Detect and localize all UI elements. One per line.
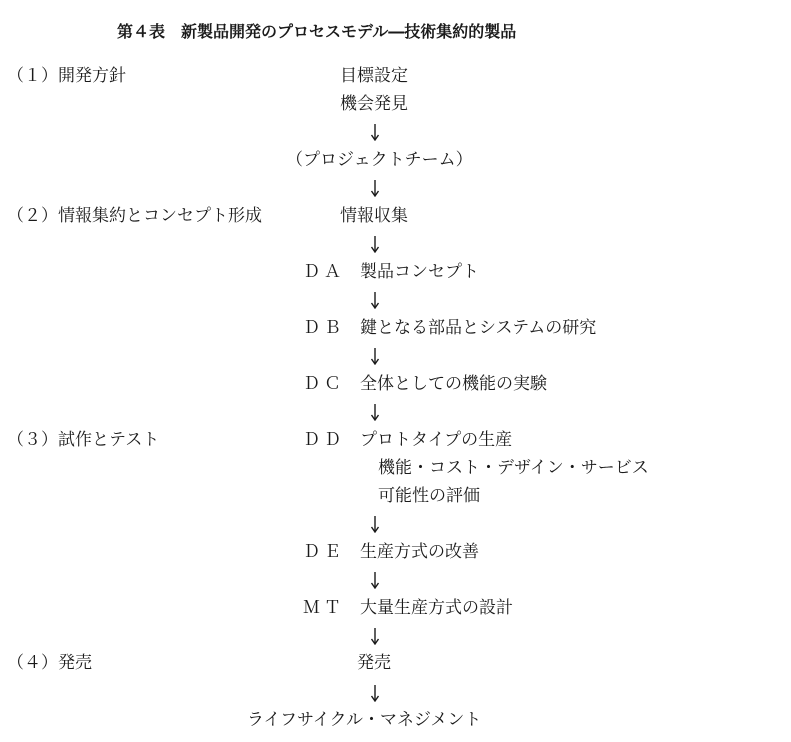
step-dc-text: 全体としての機能の実験 [360,374,547,394]
step-de-text: 生産方式の改善 [360,542,479,562]
down-arrow-icon [369,627,381,645]
phase-1-label: （１）開発方針 [7,66,126,86]
goal-setting: 目標設定 [340,66,408,86]
phase-4-label: （４）発売 [7,653,92,673]
down-arrow-icon [369,235,381,253]
step-de-code: ＤＥ [303,542,345,562]
step-dd-sub2: 可能性の評価 [378,486,480,506]
project-team: （プロジェクトチーム） [286,150,473,170]
phase-2-label: （２）情報集約とコンセプト形成 [7,206,262,226]
step-dd-sub1: 機能・コスト・デザイン・サービス [378,458,649,478]
opportunity-discovery: 機会発見 [340,94,408,114]
phase-3-label: （３）試作とテスト [7,430,160,450]
step-db-code: ＤＢ [303,318,345,338]
down-arrow-icon [369,123,381,141]
step-dd-text: プロトタイプの生産 [360,430,513,450]
down-arrow-icon [369,684,381,702]
down-arrow-icon [369,515,381,533]
step-db-text: 鍵となる部品とシステムの研究 [360,318,597,338]
table-title: 第４表 新製品開発のプロセスモデル―技術集約的製品 [117,22,517,41]
step-mt-code: ＭＴ [303,598,345,618]
down-arrow-icon [369,179,381,197]
down-arrow-icon [369,291,381,309]
lifecycle-management: ライフサイクル・マネジメント [247,710,482,730]
step-da-text: 製品コンセプト [360,262,479,282]
down-arrow-icon [369,571,381,589]
step-da-code: ＤＡ [303,262,345,282]
step-mt-text: 大量生産方式の設計 [360,598,513,618]
launch: 発売 [357,653,391,673]
down-arrow-icon [369,403,381,421]
down-arrow-icon [369,347,381,365]
step-dc-code: ＤＣ [303,374,345,394]
information-collection: 情報収集 [340,206,408,226]
step-dd-code: ＤＤ [303,430,345,450]
